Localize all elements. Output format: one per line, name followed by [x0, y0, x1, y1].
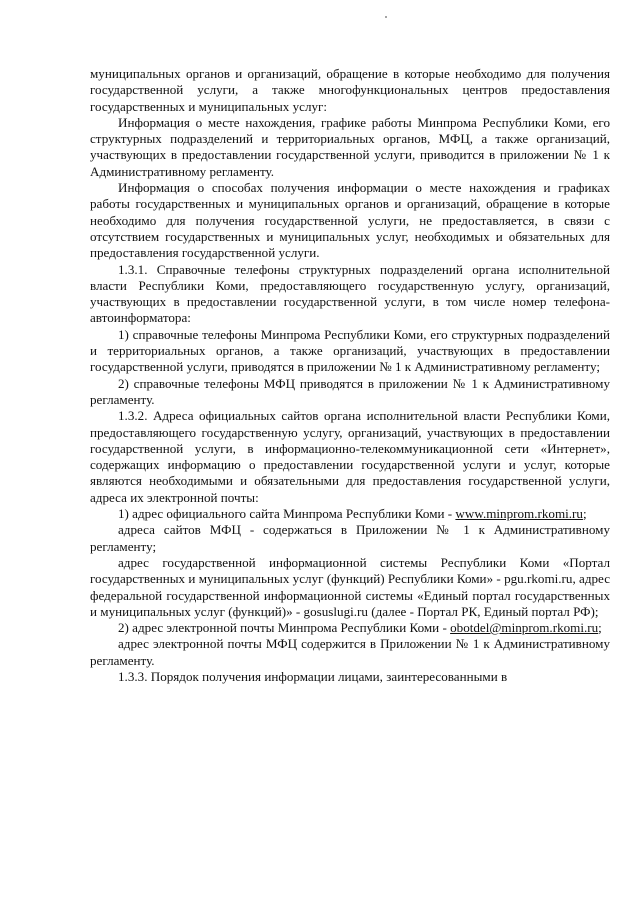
minprom-email-link[interactable]: obotdel@minprom.rkomi.ru — [450, 620, 599, 636]
site-item-prefix: 1) адрес официального сайта Минпрома Республики Коми - — [118, 506, 453, 522]
paragraph-methods-info: Информация о способах получения информации о месте нахождения и графиках работы государственных и муниципальных органов и организаций, обращение в которые необходимо для получения государственной услуги, не предоставляется, в связи с отсутствием государственных и муниципальных услуг, необходимых и обязательных для предоставления государственной услуги. — [90, 180, 610, 261]
paragraph-1-3-1: 1.3.1. Справочные телефоны структурных подразделений органа исполнительной власти Республики Коми, предоставляющего государственную услугу, организаций, участвующих в предоставлении государственной услуги, в том числе номер телефона-автоинформатора: — [90, 261, 610, 326]
paragraph-1-3-3-start: 1.3.3. Порядок получения информации лицами, заинтересованными в — [118, 668, 508, 684]
document-body — [90, 66, 610, 685]
paragraph-phones-item-2: 2) справочные телефоны МФЦ приводятся в приложении № 1 к Административному регламенту. — [90, 375, 610, 407]
email-item-prefix: 2) адрес электронной почты Минпрома Республики Коми - — [118, 620, 447, 636]
paragraph-phones-item-1: 1) справочные телефоны Минпрома Республики Коми, его структурных подразделений и территориальных органов, а также организаций, участвующих в предоставлении государственной услуги, приводятся в приложении № 1 к Административному регламенту; — [90, 326, 610, 375]
paragraph-site-item-1 — [90, 506, 610, 522]
paragraph-1-3-2: 1.3.2. Адреса официальных сайтов органа исполнительной власти Республики Коми, предоставляющего государственную услугу, организаций, участвующих в предоставлении государственной услуги, в информационно-телекоммуникационной сети «Интернет», содержащих информацию о предоставлении государственной услуги и услуг, которые являются необходимыми и обязательными для предоставления государственной услуги, адреса их электронной почты: — [90, 408, 610, 505]
paragraph-mfc-sites: адреса сайтов МФЦ - содержаться в Приложении № 1 к Административному регламенту; — [90, 522, 610, 554]
scan-speck — [385, 16, 387, 18]
paragraph-intro-continuation: муниципальных органов и организаций, обращение в которые необходимо для получения государственной услуги, а также многофункциональных центров предоставления государственных и муниципальных услуг: — [90, 66, 610, 114]
site-item-suffix: ; — [582, 506, 587, 522]
paragraph-portal-info: адрес государственной информационной системы Республики Коми «Портал государственных и муниципальных услуг (функций) Республики Коми» - pgu.rkomi.ru, адрес федеральной государственной информационной системы «Единый портал государственных и муниципальных услуг (функций)» - gosuslugi.ru (далее - Портал РК, Единый портал РФ); — [90, 554, 610, 619]
paragraph-mfc-email: адрес электронной почты МФЦ содержится в Приложении № 1 к Административному регламенту. — [90, 636, 610, 668]
minprom-site-link[interactable]: www.minprom.rkomi.ru — [455, 506, 583, 522]
paragraph-email-item-2 — [90, 620, 610, 636]
email-item-suffix: ; — [598, 620, 602, 636]
paragraph-location-info: Информация о месте нахождения, графике работы Минпрома Республики Коми, его структурных подразделений и территориальных органов, МФЦ, а также организаций, участвующих в предоставлении государственной услуги, приводится в приложении № 1 к Административному регламенту. — [90, 114, 610, 179]
